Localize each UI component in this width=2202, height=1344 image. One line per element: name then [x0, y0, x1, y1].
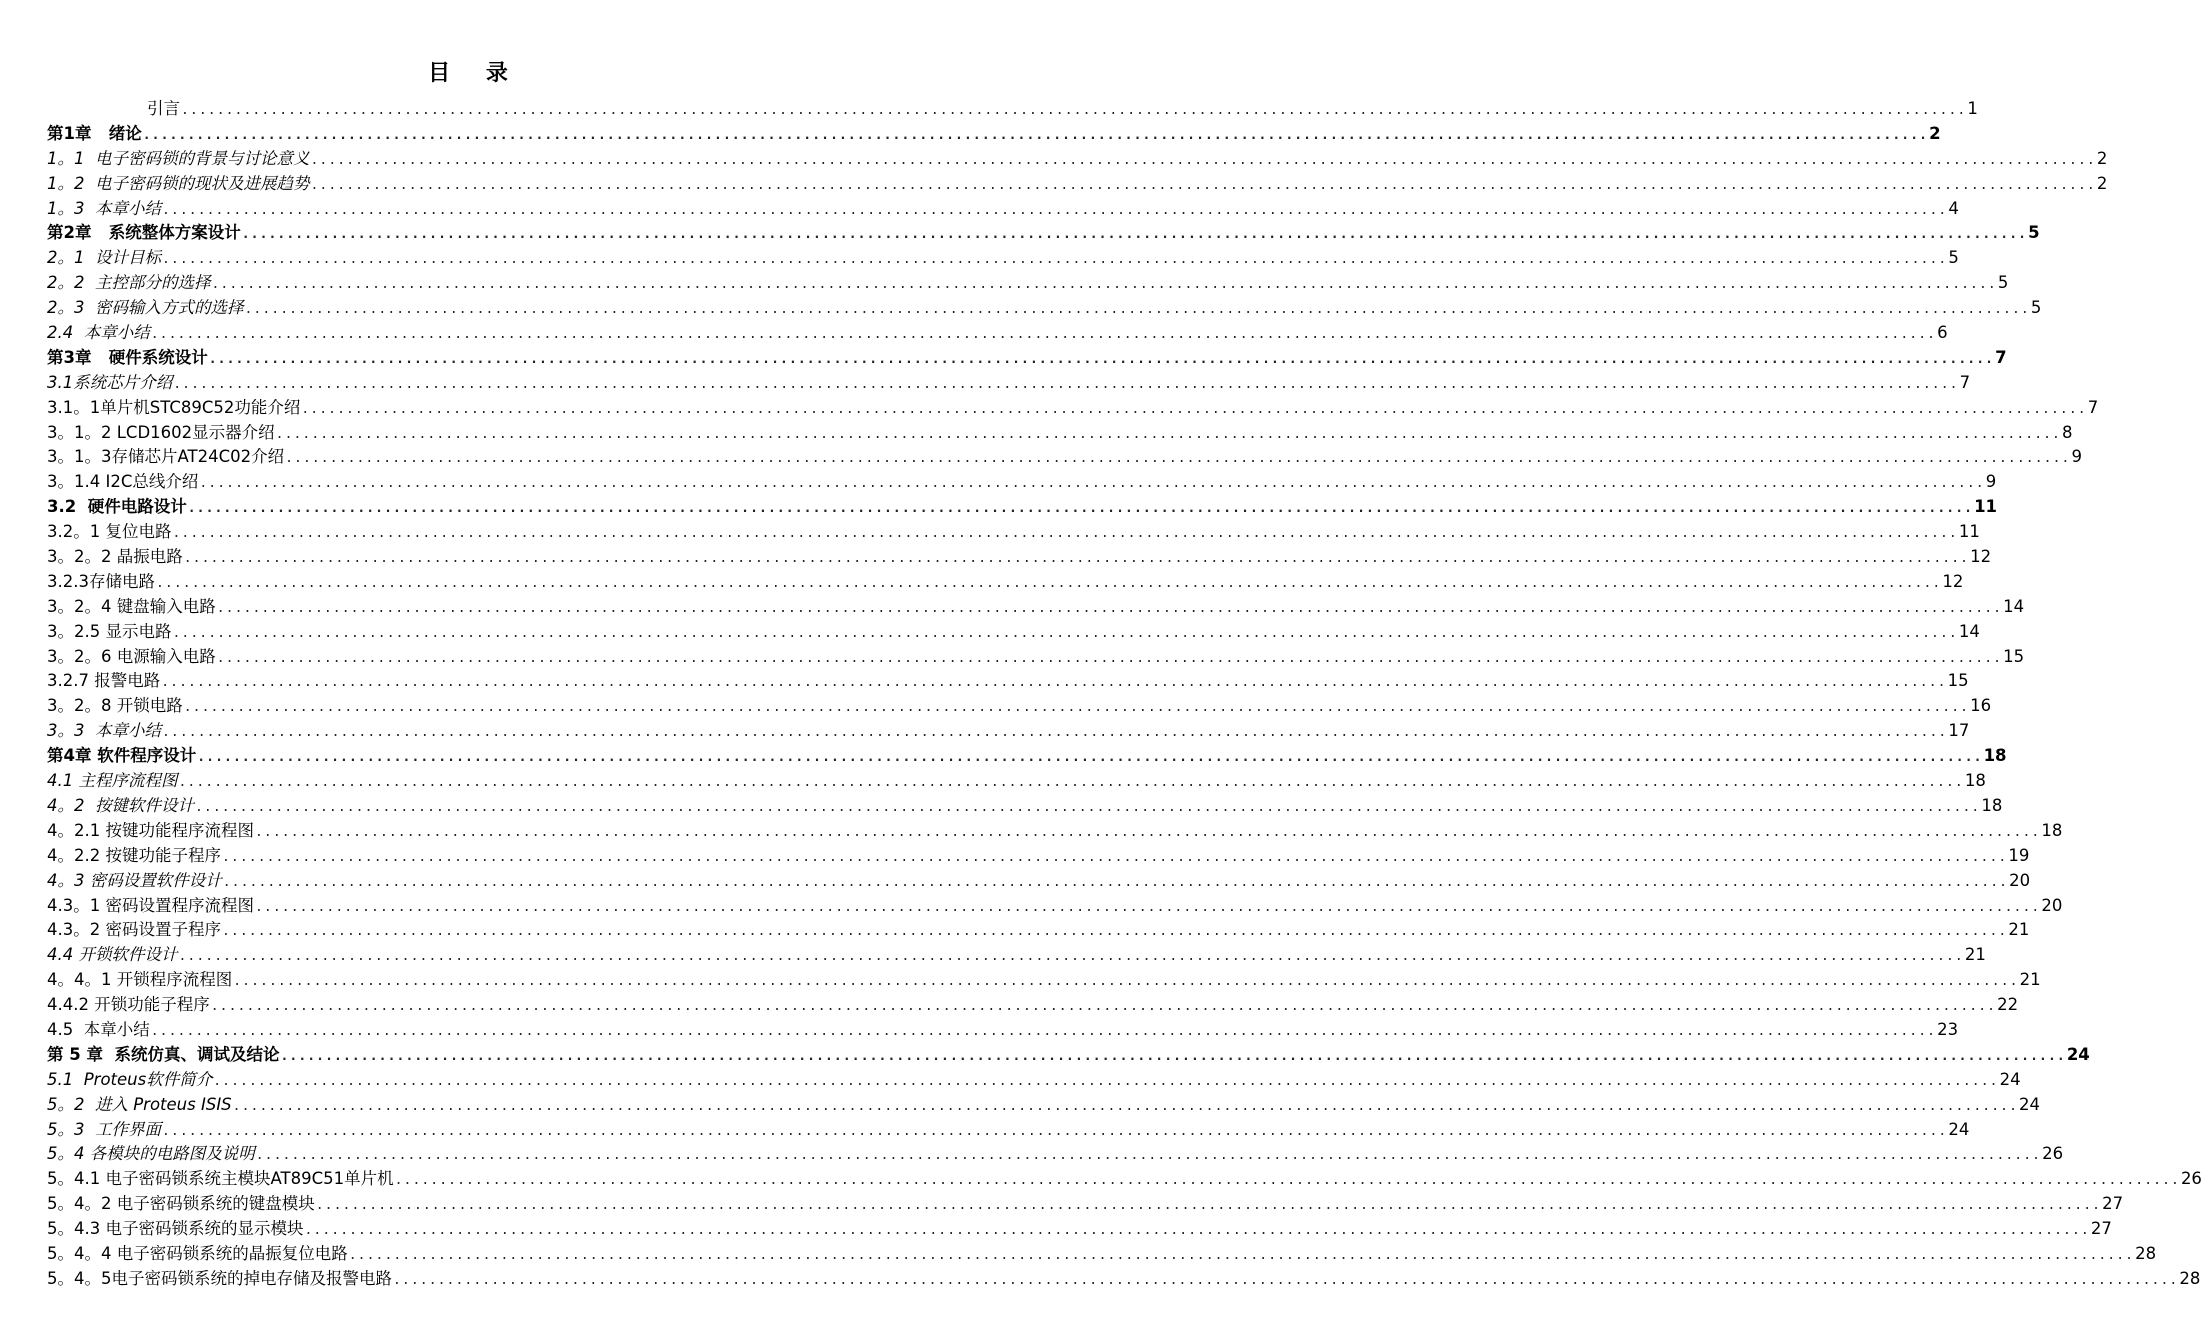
toc-entry-title: 5。4。2 电子密码锁系统的键盘模块 [47, 1194, 315, 1214]
toc-entry-page: 15 [2003, 646, 2025, 666]
toc-entry-title: 1。1 电子密码锁的背景与讨论意义 [47, 148, 310, 168]
toc-entry-page: 21 [1964, 945, 1986, 965]
dot-leader: ........................................................................................................................................................................................................ [173, 376, 1959, 392]
toc-entry[interactable] [47, 1068, 2021, 1093]
toc-entry-title: 5。4.1 电子密码锁系统主模块AT89C51单片机 [47, 1169, 394, 1189]
toc-entry[interactable] [47, 993, 2019, 1018]
toc-entry-title: 3。1.4 I2C总线介绍 [47, 472, 199, 492]
toc-entry-title: 2。2 主控部分的选择 [47, 273, 211, 293]
toc-entry[interactable] [47, 1043, 2090, 1068]
dot-leader: ........................................................................................................................................................................................................ [150, 1023, 1937, 1039]
toc-entry[interactable] [47, 570, 1964, 595]
toc-entry-page: 19 [2008, 845, 2030, 865]
toc-entry-title: 2.4 本章小结 [47, 323, 150, 343]
toc-entry-page: 7 [1959, 372, 1971, 392]
toc-entry-page: 11 [1958, 522, 1980, 542]
toc-entry[interactable] [47, 172, 2108, 197]
toc-entry-title: 第3章 硬件系统设计 [47, 347, 208, 367]
toc-entry-title: 3。2。2 晶振电路 [47, 547, 183, 567]
toc-entry-title: 3。2。4 键盘输入电路 [47, 596, 216, 616]
toc-entry-title: 3。2。6 电源输入电路 [47, 646, 216, 666]
toc-entry-page: 24 [1948, 1119, 1970, 1139]
toc-entry-title: 4.5 本章小结 [47, 1019, 150, 1039]
toc-entry-title: 3。2。8 开锁电路 [47, 696, 183, 716]
toc-entry-title: 5。4。5电子密码锁系统的掉电存储及报警电路 [47, 1268, 392, 1288]
toc-entry-title: 4。2.2 按键功能子程序 [47, 845, 221, 865]
toc-title: 目 录 [428, 61, 522, 86]
toc-entry[interactable] [47, 545, 1992, 570]
toc-entry[interactable] [47, 1242, 2157, 1267]
dot-leader: ........................................................................................................................................................................................................ [221, 924, 2008, 940]
dot-leader: ........................................................................................................................................................................................................ [244, 302, 2030, 318]
toc-entry[interactable] [147, 97, 1978, 122]
toc-entry-title: 4.4.2 开锁功能子程序 [47, 995, 210, 1015]
toc-entry[interactable] [47, 694, 1992, 719]
toc-entry-title: 3.2。1 复位电路 [47, 522, 172, 542]
dot-leader: ........................................................................................................................................................................................................ [221, 849, 2008, 865]
toc-entry[interactable] [47, 147, 2108, 172]
dot-leader: ........................................................................................................................................................................................................ [178, 949, 1964, 965]
dot-leader: ........................................................................................................................................................................................................ [150, 327, 1937, 343]
toc-entry-page: 18 [1964, 771, 1986, 791]
toc-entry[interactable] [47, 221, 2040, 246]
toc-entry-title: 4。4。1 开锁程序流程图 [47, 970, 233, 990]
toc-entry-page: 12 [1970, 547, 1992, 567]
toc-entry[interactable] [47, 918, 2030, 943]
toc-entry[interactable] [47, 1142, 2064, 1167]
toc-entry[interactable] [47, 421, 2073, 446]
toc-entry[interactable] [47, 719, 1970, 744]
toc-entry[interactable] [47, 396, 2099, 421]
toc-entry[interactable] [47, 595, 2025, 620]
toc-entry-page: 17 [1948, 721, 1970, 741]
toc-entry-page: 5 [1948, 248, 1959, 268]
toc-entry-title: 1。2 电子密码锁的现状及进展趋势 [47, 173, 310, 193]
toc-entry[interactable] [47, 819, 2063, 844]
toc-entry-page: 26 [2042, 1144, 2064, 1164]
dot-leader: ........................................................................................................................................................................................................ [254, 824, 2041, 840]
dot-leader: ........................................................................................................................................................................................................ [195, 799, 1981, 815]
toc-entry-title: 第2章 系统整体方案设计 [47, 223, 241, 243]
dot-leader: ........................................................................................................................................................................................................ [183, 700, 1970, 716]
dot-leader: ........................................................................................................................................................................................................ [172, 526, 1958, 542]
toc-entry-page: 9 [2071, 447, 2082, 467]
dot-leader: ........................................................................................................................................................................................................ [304, 1223, 2090, 1239]
dot-leader: ........................................................................................................................................................................................................ [213, 1073, 1999, 1089]
toc-entry[interactable] [47, 794, 2003, 819]
toc-entry-title: 2。3 密码输入方式的选择 [47, 298, 244, 318]
toc-entry-title: 4.3。1 密码设置程序流程图 [47, 895, 254, 915]
dot-leader: ........................................................................................................................................................................................................ [222, 874, 2009, 890]
toc-entry-page: 24 [2019, 1094, 2041, 1114]
toc-entry-page: 28 [2135, 1243, 2157, 1263]
toc-entry[interactable] [47, 1118, 1970, 1143]
toc-entry-title: 5.1 Proteus软件简介 [47, 1069, 213, 1089]
toc-entry[interactable] [47, 844, 2030, 869]
toc-entry-title: 5。4.3 电子密码锁系统的显示模块 [47, 1219, 304, 1239]
toc-entry-title: 第1章 绪论 [47, 123, 142, 143]
toc-entry[interactable] [47, 346, 2007, 371]
dot-leader: ........................................................................................................................................................................................................ [197, 750, 1983, 766]
toc-entry[interactable] [47, 246, 1959, 271]
toc-entry-title: 5。3 工作界面 [47, 1119, 161, 1139]
toc-entry-page: 20 [2041, 895, 2063, 915]
toc-entry-title: 3。2.5 显示电路 [47, 621, 172, 641]
dot-leader: ........................................................................................................................................................................................................ [187, 501, 1974, 517]
dot-leader: ........................................................................................................................................................................................................ [162, 252, 1948, 268]
toc-entry-title: 3.1系统芯片介绍 [47, 372, 173, 392]
toc-entry[interactable] [47, 669, 1969, 694]
dot-leader: ........................................................................................................................................................................................................ [155, 575, 1942, 591]
toc-entry-page: 26 [2180, 1169, 2202, 1189]
toc-entry-page: 5 [2030, 298, 2042, 318]
toc-entry-title: 1。3 本章小结 [47, 198, 161, 218]
toc-entry-page: 24 [2066, 1044, 2090, 1064]
toc-entry[interactable] [47, 894, 2063, 919]
toc-entry-page: 27 [2102, 1194, 2124, 1214]
toc-entry-title: 4。2 按键软件设计 [47, 795, 194, 815]
toc-entry-page: 7 [1995, 347, 2007, 367]
toc-entry[interactable] [47, 1217, 2112, 1242]
toc-entry[interactable] [47, 620, 1980, 645]
toc-entry[interactable] [47, 445, 2082, 470]
toc-entry-title: 4。2.1 按键功能程序流程图 [47, 820, 254, 840]
toc-entry-title: 3。3 本章小结 [47, 721, 161, 741]
toc-entry[interactable] [47, 296, 2042, 321]
dot-leader: ........................................................................................................................................................................................................ [232, 1098, 2019, 1114]
toc-entry[interactable] [47, 271, 2009, 296]
toc-entry[interactable] [47, 1093, 2041, 1118]
toc-entry-page: 7 [2087, 397, 2099, 417]
toc-entry-page: 2 [1929, 123, 1941, 143]
toc-entry-page: 11 [1974, 497, 1998, 517]
toc-entry-title: 3.2 硬件电路设计 [47, 497, 187, 517]
dot-leader: ........................................................................................................................................................................................................ [178, 775, 1964, 791]
toc-entry-title: 第4章 软件程序设计 [47, 746, 197, 766]
toc-entry[interactable] [47, 1018, 1959, 1043]
toc-entry-page: 18 [1981, 795, 2003, 815]
dot-leader: ........................................................................................................................................................................................................ [208, 351, 1995, 367]
dot-leader: ........................................................................................................................................................................................................ [162, 1123, 1948, 1139]
dot-leader: ........................................................................................................................................................................................................ [216, 650, 2003, 666]
toc-entry-page: 24 [1999, 1069, 2021, 1089]
toc-entry-title: 3.2.3存储电路 [47, 571, 155, 591]
toc-entry-page: 18 [2041, 820, 2063, 840]
dot-leader: ........................................................................................................................................................................................................ [172, 625, 1958, 641]
dot-leader: ........................................................................................................................................................................................................ [210, 999, 1997, 1015]
toc-entry[interactable] [47, 122, 1941, 147]
toc-entry-page: 23 [1937, 1019, 1959, 1039]
toc-entry[interactable] [47, 744, 2007, 769]
dot-leader: ........................................................................................................................................................................................................ [393, 1272, 2179, 1288]
toc-entry-title: 5。4 各模块的电路图及说明 [47, 1144, 255, 1164]
toc-entry[interactable] [47, 371, 1971, 396]
toc-entry-page: 27 [2090, 1219, 2112, 1239]
toc-entry-page: 28 [2179, 1268, 2201, 1288]
dot-leader: ........................................................................................................................................................................................................ [301, 401, 2087, 417]
dot-leader: ........................................................................................................................................................................................................ [233, 974, 2019, 990]
toc-entry[interactable] [47, 321, 1948, 346]
table-of-contents [47, 97, 2202, 1292]
toc-entry-title: 引言 [147, 99, 180, 118]
dot-leader: ........................................................................................................................................................................................................ [394, 1173, 2180, 1189]
dot-leader: ........................................................................................................................................................................................................ [161, 675, 1947, 691]
toc-entry-title: 5。4。4 电子密码锁系统的晶振复位电路 [47, 1243, 348, 1263]
toc-entry-title: 4.3。2 密码设置子程序 [47, 920, 221, 940]
dot-leader: ........................................................................................................................................................................................................ [280, 1048, 2066, 1064]
dot-leader: ........................................................................................................................................................................................................ [275, 426, 2061, 442]
toc-entry[interactable] [47, 1267, 2201, 1292]
toc-entry-page: 20 [2009, 870, 2031, 890]
dot-leader: ........................................................................................................................................................................................................ [241, 227, 2028, 243]
toc-entry[interactable] [47, 645, 2025, 670]
toc-entry-page: 1 [1967, 99, 1978, 118]
toc-entry-page: 5 [1997, 273, 2009, 293]
toc-entry-page: 4 [1948, 198, 1959, 218]
dot-leader: ........................................................................................................................................................................................................ [254, 899, 2041, 915]
toc-entry-page: 6 [1937, 323, 1948, 343]
dot-leader: ........................................................................................................................................................................................................ [181, 103, 1967, 118]
toc-entry-title: 4。3 密码设置软件设计 [47, 870, 222, 890]
toc-entry[interactable] [47, 470, 1997, 495]
toc-entry-page: 16 [1970, 696, 1992, 716]
toc-entry-title: 5。2 进入 Proteus ISIS [47, 1094, 232, 1114]
toc-entry-page: 21 [2019, 970, 2041, 990]
dot-leader: ........................................................................................................................................................................................................ [315, 1198, 2102, 1214]
toc-entry-page: 18 [1983, 746, 2007, 766]
toc-entry-page: 14 [2003, 596, 2025, 616]
toc-entry[interactable] [47, 1167, 2202, 1192]
dot-leader: ........................................................................................................................................................................................................ [310, 152, 2096, 168]
dot-leader: ........................................................................................................................................................................................................ [285, 451, 2071, 467]
toc-entry-page: 12 [1942, 571, 1964, 591]
dot-leader: ........................................................................................................................................................................................................ [211, 277, 1997, 293]
toc-entry[interactable] [47, 1192, 2124, 1217]
dot-leader: ........................................................................................................................................................................................................ [255, 1148, 2042, 1164]
toc-entry[interactable] [47, 769, 1986, 794]
dot-leader: ........................................................................................................................................................................................................ [310, 177, 2096, 193]
dot-leader: ........................................................................................................................................................................................................ [162, 725, 1948, 741]
toc-entry-title: 2。1 设计目标 [47, 248, 161, 268]
toc-entry-page: 2 [2096, 173, 2108, 193]
toc-entry-title: 第 5 章 系统仿真、调试及结论 [47, 1044, 280, 1064]
toc-entry-title: 3.1。1单片机STC89C52功能介绍 [47, 397, 301, 417]
dot-leader: ........................................................................................................................................................................................................ [216, 600, 2003, 616]
toc-entry-title: 3.2.7 报警电路 [47, 671, 161, 691]
toc-entry-page: 21 [2008, 920, 2030, 940]
toc-entry-title: 4.1 主程序流程图 [47, 771, 178, 791]
toc-entry-page: 8 [2062, 422, 2073, 442]
toc-entry[interactable] [47, 869, 2031, 894]
dot-leader: ........................................................................................................................................................................................................ [199, 476, 1985, 492]
toc-entry[interactable] [47, 495, 1998, 520]
toc-entry-title: 3。1。3存储芯片AT24C02介绍 [47, 447, 285, 467]
toc-entry-page: 2 [2096, 148, 2108, 168]
toc-entry-page: 9 [1985, 472, 1997, 492]
toc-entry-page: 5 [2028, 223, 2040, 243]
toc-entry[interactable] [47, 943, 1986, 968]
toc-entry-title: 4.4 开锁软件设计 [47, 945, 178, 965]
toc-entry[interactable] [47, 968, 2041, 993]
toc-entry-page: 14 [1958, 621, 1980, 641]
toc-entry-page: 15 [1947, 671, 1969, 691]
toc-entry[interactable] [47, 197, 1959, 222]
toc-entry[interactable] [47, 520, 1980, 545]
toc-entry-title: 3。1。2 LCD1602显示器介绍 [47, 422, 275, 442]
dot-leader: ........................................................................................................................................................................................................ [348, 1247, 2135, 1263]
dot-leader: ........................................................................................................................................................................................................ [142, 127, 1929, 143]
toc-entry-page: 22 [1997, 995, 2019, 1015]
dot-leader: ........................................................................................................................................................................................................ [183, 551, 1970, 567]
dot-leader: ........................................................................................................................................................................................................ [162, 202, 1948, 218]
